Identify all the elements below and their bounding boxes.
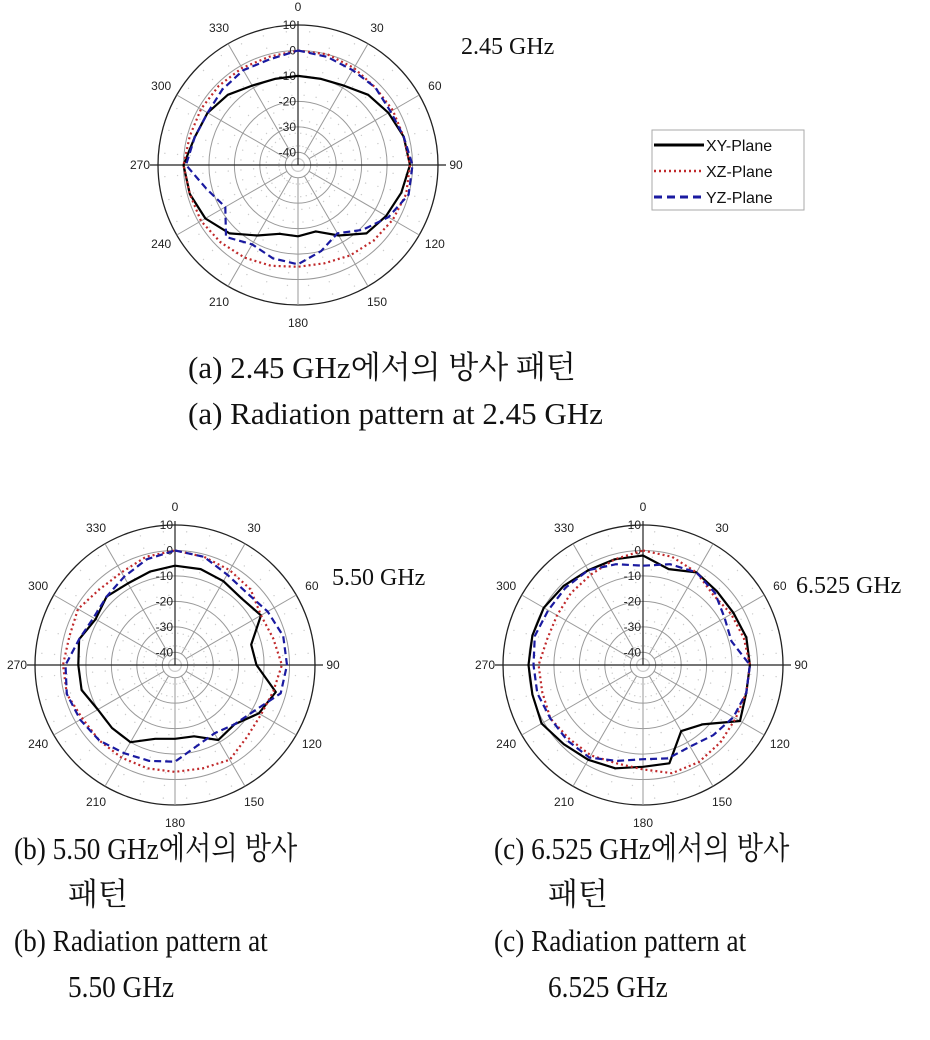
angle-tick-label: 60 bbox=[305, 579, 319, 593]
grid-spoke bbox=[177, 95, 287, 159]
angle-tick-label: 0 bbox=[639, 500, 647, 514]
caption-c-english-line2: 6.525 GHz bbox=[548, 969, 668, 1004]
legend bbox=[652, 130, 804, 210]
angle-tick-label: 270 bbox=[129, 158, 151, 172]
legend-yz-label: YZ-Plane bbox=[706, 190, 773, 207]
series-xy-plane bbox=[184, 76, 411, 236]
angle-tick-label: 150 bbox=[243, 794, 265, 809]
radial-tick-label: 0 bbox=[289, 43, 296, 58]
series-yz-plane bbox=[186, 51, 413, 265]
angle-tick-label: 150 bbox=[366, 294, 388, 309]
radial-tick-label: -40 bbox=[155, 645, 173, 660]
grid-spoke bbox=[649, 544, 713, 654]
grid-spoke bbox=[181, 544, 245, 654]
radial-tick-label: -40 bbox=[278, 145, 296, 160]
radial-tick-label: -10 bbox=[623, 568, 641, 583]
angle-tick-label: 30 bbox=[370, 21, 384, 36]
radial-tick-label: -20 bbox=[623, 594, 641, 609]
grid-spoke bbox=[304, 44, 368, 154]
freq-label-c: 6.525 GHz bbox=[796, 573, 902, 599]
angle-tick-label: 90 bbox=[794, 658, 808, 672]
angle-tick-label: 270 bbox=[6, 658, 28, 672]
angle-tick-label: 270 bbox=[474, 658, 496, 672]
freq-label-a: 2.45 GHz bbox=[461, 34, 555, 60]
angle-tick-label: 30 bbox=[715, 521, 729, 536]
legend-xz-label: XZ-Plane bbox=[706, 164, 773, 181]
grid-spoke bbox=[573, 676, 637, 786]
radial-tick-label: 10 bbox=[627, 518, 641, 532]
angle-tick-label: 180 bbox=[287, 316, 309, 330]
grid-spoke bbox=[522, 671, 632, 735]
angle-tick-label: 180 bbox=[164, 816, 186, 830]
angle-tick-label: 210 bbox=[208, 294, 230, 309]
grid-spoke bbox=[522, 595, 632, 659]
grid-spoke bbox=[54, 595, 164, 659]
series-xz-plane bbox=[539, 551, 750, 774]
radial-tick-label: -20 bbox=[155, 594, 173, 609]
angle-tick-label: 300 bbox=[496, 579, 517, 593]
angle-tick-label: 0 bbox=[294, 0, 302, 14]
angle-tick-label: 210 bbox=[553, 794, 575, 809]
angle-tick-label: 90 bbox=[326, 658, 340, 672]
angle-tick-label: 240 bbox=[151, 237, 172, 251]
polar-plot-5-50ghz bbox=[7, 500, 340, 830]
grid-spoke bbox=[181, 676, 245, 786]
angle-tick-label: 240 bbox=[28, 737, 49, 751]
radial-tick-label: 10 bbox=[282, 18, 296, 32]
angle-tick-label: 150 bbox=[711, 794, 733, 809]
angle-tick-label: 60 bbox=[428, 79, 442, 93]
angle-tick-label: 60 bbox=[773, 579, 787, 593]
angle-tick-label: 330 bbox=[208, 21, 230, 36]
caption-b-english-line2: 5.50 GHz bbox=[68, 969, 175, 1004]
angle-tick-label: 90 bbox=[449, 158, 463, 172]
grid-spoke bbox=[228, 176, 292, 286]
radial-tick-label: -10 bbox=[155, 568, 173, 583]
angle-tick-label: 240 bbox=[496, 737, 517, 751]
radial-tick-label: -30 bbox=[623, 619, 641, 634]
caption-c-korean-line1: (c) 6.525 GHz에서의 방사 bbox=[494, 831, 790, 866]
angle-tick-label: 180 bbox=[632, 816, 654, 830]
caption-b-korean-line1: (b) 5.50 GHz에서의 방사 bbox=[14, 831, 298, 866]
caption-c-korean-line2: 패턴 bbox=[548, 877, 608, 912]
radial-tick-label: -40 bbox=[623, 645, 641, 660]
radial-tick-label: 0 bbox=[166, 543, 173, 558]
polar-plot-6-525ghz bbox=[475, 500, 808, 830]
caption-a-korean: (a) 2.45 GHz에서의 방사 패턴 bbox=[188, 350, 576, 385]
grid-spoke bbox=[309, 95, 419, 159]
radial-tick-label: -20 bbox=[278, 94, 296, 109]
grid-spoke bbox=[186, 671, 296, 735]
angle-tick-label: 120 bbox=[301, 737, 322, 751]
grid-spoke bbox=[309, 171, 419, 235]
radial-tick-label: -30 bbox=[155, 619, 173, 634]
series-xy-plane bbox=[529, 556, 750, 769]
radial-tick-label: -30 bbox=[278, 119, 296, 134]
polar-plot-2-45ghz bbox=[130, 0, 463, 330]
angle-tick-label: 330 bbox=[553, 521, 575, 536]
angle-tick-label: 30 bbox=[247, 521, 261, 536]
radial-tick-label: 0 bbox=[634, 543, 641, 558]
angle-tick-label: 300 bbox=[151, 79, 172, 93]
freq-label-b: 5.50 GHz bbox=[332, 565, 426, 591]
angle-tick-label: 120 bbox=[769, 737, 790, 751]
caption-b-english-line1: (b) Radiation pattern at bbox=[14, 923, 268, 958]
caption-a-english: (a) Radiation pattern at 2.45 GHz bbox=[188, 396, 603, 431]
caption-c-english-line1: (c) Radiation pattern at bbox=[494, 923, 747, 958]
angle-tick-label: 120 bbox=[424, 237, 445, 251]
legend-xy-label: XY-Plane bbox=[706, 138, 773, 155]
angle-tick-label: 330 bbox=[85, 521, 107, 536]
radial-tick-label: 10 bbox=[159, 518, 173, 532]
angle-tick-label: 210 bbox=[85, 794, 107, 809]
radial-tick-label: -10 bbox=[278, 68, 296, 83]
angle-tick-label: 300 bbox=[28, 579, 49, 593]
angle-tick-label: 0 bbox=[171, 500, 179, 514]
grid-spoke bbox=[177, 171, 287, 235]
caption-b-korean-line2: 패턴 bbox=[68, 877, 128, 912]
grid-spoke bbox=[186, 595, 296, 659]
